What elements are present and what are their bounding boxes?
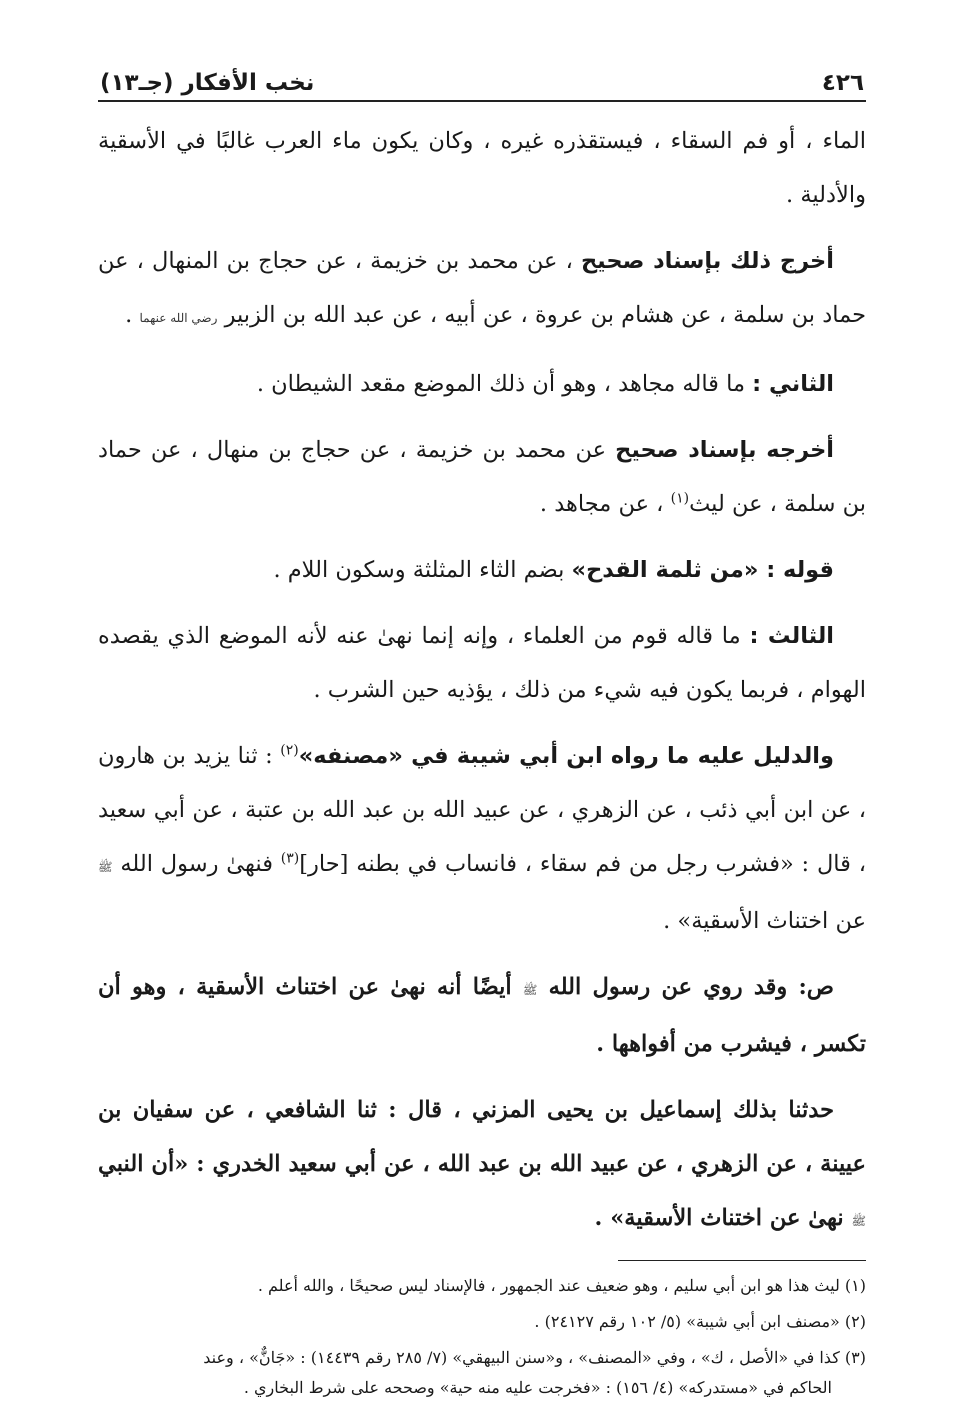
salutation-glyph: ﷺ: [98, 860, 113, 874]
lead-phrase: أخرجه بإسناد صحيح: [615, 437, 834, 463]
paragraph-end: عن اختناث الأسقية» .: [663, 908, 866, 934]
paragraph-text: ص: وقد روي عن رسول الله: [548, 974, 834, 1000]
footnote-1: (١) ليث هذا هو ابن أبي سليم ، وهو ضعيف عند الجمهور ، فالإسناد ليس صحيحًا ، والله أعلم .: [257, 1276, 866, 1295]
paragraph-1: [98, 114, 866, 222]
footnote-divider: [618, 1260, 866, 1261]
paragraph-text: ، عن محمد بن خزيمة ، عن حجاج بن المنهال ، عن حماد بن سلمة ، عن هشام بن عروة ، عن أبيه ، عن عبد الله بن الزبير: [98, 248, 866, 328]
paragraph-text: ما قاله مجاهد ، وهو أن ذلك الموضع مقعد الشيطان .: [256, 371, 745, 397]
running-title: نخب الأفكار (جـ١٣): [100, 70, 315, 96]
footnote-marker[interactable]: (٣): [280, 850, 300, 867]
lead-phrase: الثالث :: [749, 623, 834, 649]
footnote-3-line-2: الحاكم في «مستدركه» (٤/ ١٥٦) : «فخرجت عليه منه حية» وصححه على شرط البخاري .: [243, 1378, 832, 1397]
footnote-2: (٢) «مصنف ابن أبي شيبة» (٥/ ١٠٢ رقم ٢٤١٢٧) .: [534, 1312, 866, 1331]
paragraph-2: [98, 234, 866, 345]
footnote-3: [98, 1343, 866, 1403]
paragraph-text: عن محمد بن خزيمة ، عن حجاج بن منهال ، عن حماد بن سلمة ، عن ليث: [98, 437, 866, 517]
salutation-glyph: ﷺ: [522, 983, 538, 997]
paragraph-text: ما قاله قوم من العلماء ، وإنه إنما نهىٰ عنه لأنه الموضع الذي يقصده الهوام ، فربما يكون فيه شيء من ذلك ، يؤذيه حين الشرب .: [98, 623, 866, 703]
paragraph-6: [98, 609, 866, 717]
paragraph-end: نهىٰ عن اختناث الأسقية» .: [594, 1205, 844, 1231]
paragraph-text: فنهىٰ رسول الله: [120, 851, 273, 877]
paragraph-7: [98, 729, 866, 948]
main-text: [98, 114, 866, 1248]
paragraph-text: الماء ، أو فم السقاء ، فيستقذره غيره ، وكان يكون ماء العرب غالبًا في الأسقية والأدلية .: [98, 128, 866, 208]
paragraph-8: [98, 960, 866, 1071]
paragraph-3: [98, 357, 866, 411]
honorific-glyph: رضي الله عنهما: [139, 311, 218, 325]
paragraph-5: [98, 543, 866, 597]
footnote-marker[interactable]: (١): [670, 490, 690, 507]
footnote-3-line-1: (٣) كذا في «الأصل ، ك» ، وفي «المصنف» ، و«سنن البيهقي» (٧/ ٢٨٥ رقم ١٤٤٣٩) : «جَانٌّ» ، وعند: [203, 1348, 866, 1367]
lead-phrase: قوله : «من ثلمة القدح»: [571, 557, 834, 583]
lead-phrase: الثاني :: [752, 371, 834, 397]
paragraph-9: [98, 1083, 866, 1248]
book-page: [98, 60, 866, 1409]
footnote-marker[interactable]: (٢): [280, 742, 299, 759]
paragraph-end: .: [125, 302, 133, 328]
paragraph-text: : ثنا يزيد بن هارون ، عن ابن أبي ذئب ، عن الزهري ، عن عبيد الله بن عبد الله بن عتبة ، عن أبي سعيد ، قال : «فشرب رجل من فم سقاء ، فانساب في بطنه [حار]: [98, 743, 866, 877]
lead-phrase: والدليل عليه ما رواه ابن أبي شيبة في «مصنفه»: [298, 743, 835, 769]
paragraph-text: بضم الثاء المثلثة وسكون اللام .: [273, 557, 565, 583]
paragraph-end: أيضًا أنه نهىٰ عن اختناث الأسقية ، وهو أن تكسر ، فيشرب من أفواهها .: [98, 974, 866, 1057]
page-header: [98, 60, 866, 102]
paragraph-text: حدثنا بذلك إسماعيل بن يحيى المزني ، قال : ثنا الشافعي ، عن سفيان بن عيينة ، عن الزهري ، عن عبيد الله بن عبد الله ، عن أبي سعيد الخدري : «أن النبي: [98, 1097, 866, 1177]
footnotes: [98, 1260, 866, 1403]
lead-phrase: أخرج ذلك بإسناد صحيح: [580, 248, 834, 274]
page-number: ٤٢٦: [821, 70, 864, 96]
paragraph-end: ، عن مجاهد .: [539, 491, 664, 517]
paragraph-4: [98, 423, 866, 531]
salutation-glyph: ﷺ: [851, 1214, 866, 1228]
